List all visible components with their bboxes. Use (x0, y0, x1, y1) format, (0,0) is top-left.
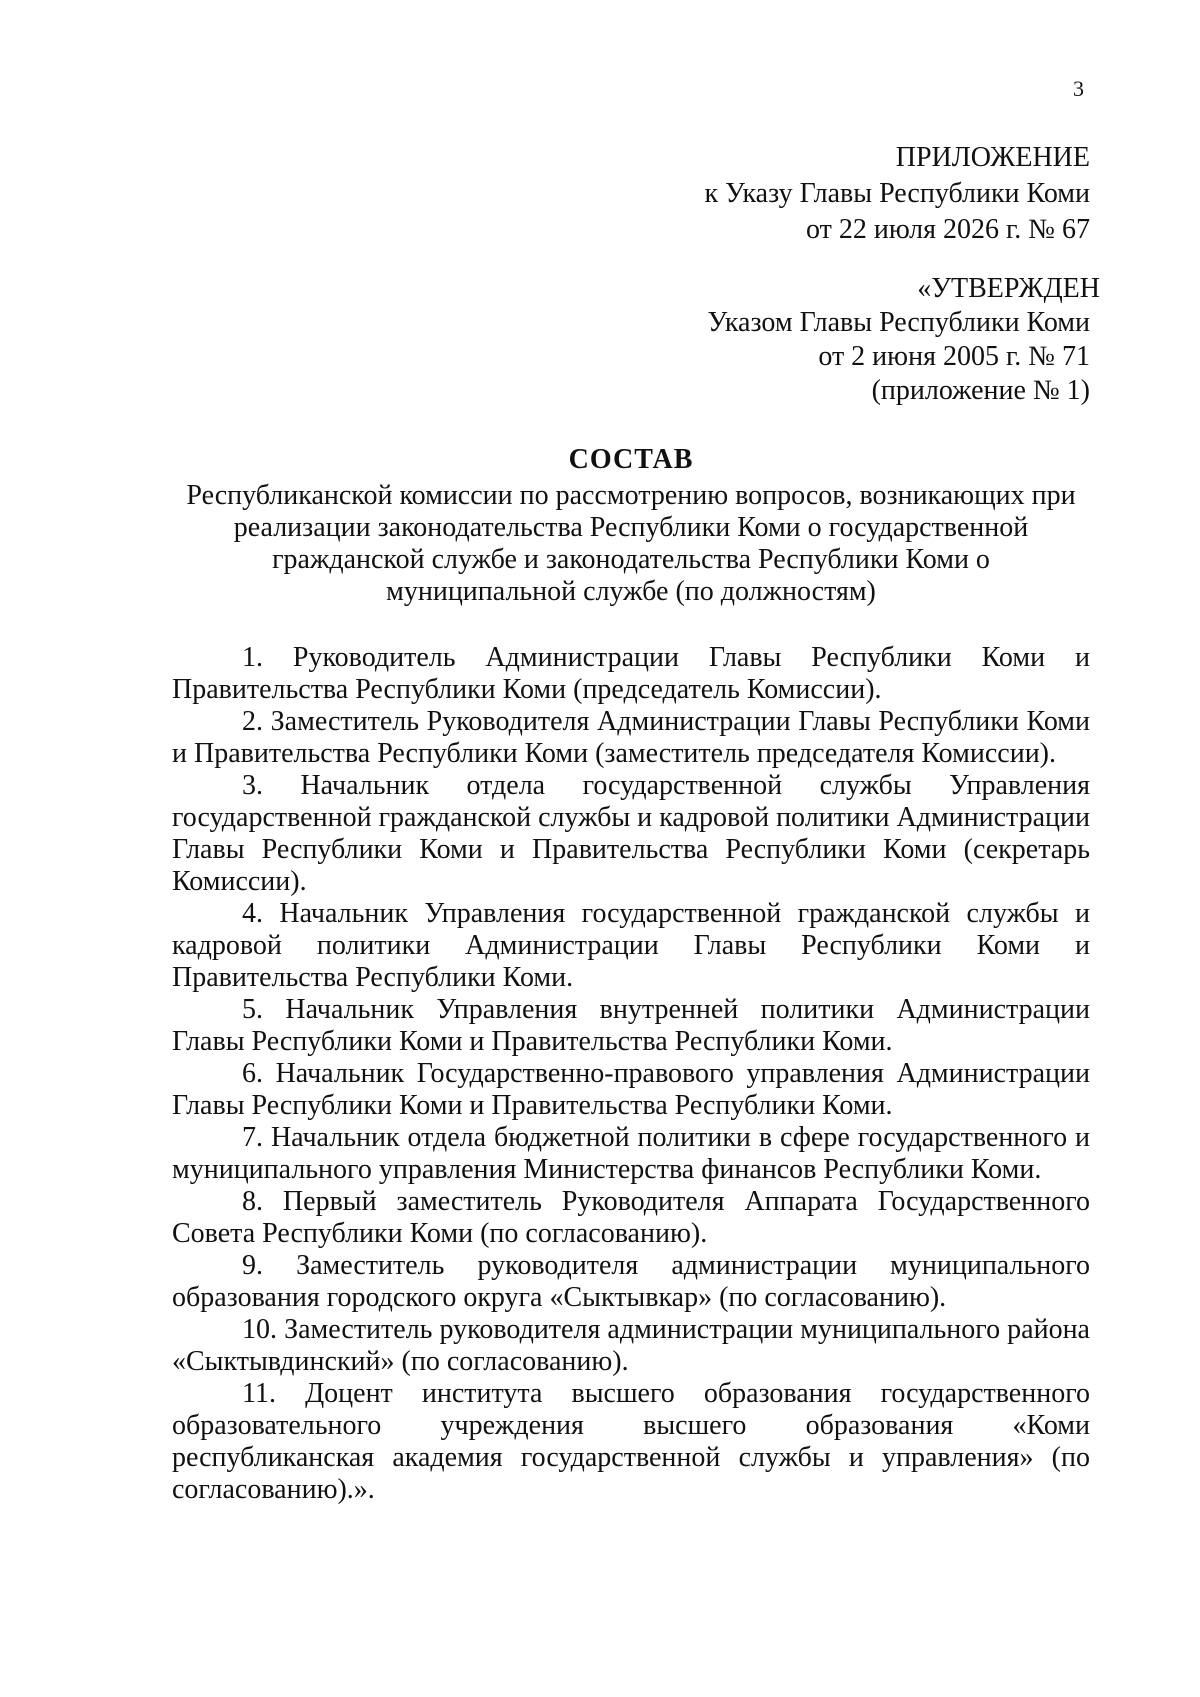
page-number: 3 (1073, 76, 1084, 101)
list-item: 3. Начальник отдела государственной службы Управления государственной гражданской службы и кадровой политики Администрации Главы Республики Коми и Правительства Республики Коми (секретарь Комиссии). (172, 770, 1090, 897)
subheading-line: реализации законодательства Республики Коми о государственной (233, 512, 1029, 543)
approved-title: «УТВЕРЖДЕН (917, 273, 1100, 304)
approved-decree-line: Указом Главы Республики Коми (707, 307, 1090, 338)
subheading-line: гражданской службе и законодательства Республики Коми о (272, 544, 990, 575)
document-heading: СОСТАВ (568, 444, 694, 475)
appendix-block (705, 140, 1090, 248)
list-item: 4. Начальник Управления государственной гражданской службы и кадровой политики Администрации Главы Республики Коми и Правительства Республики Коми. (172, 898, 1090, 993)
list-item: 6. Начальник Государственно-правового управления Администрации Главы Республики Коми и Правительства Республики Коми. (172, 1058, 1090, 1121)
approved-appendix-line: (приложение № 1) (871, 375, 1090, 406)
list-item: 8. Первый заместитель Руководителя Аппарата Государственного Совета Республики Коми (по согласованию). (172, 1186, 1090, 1249)
list-item: 11. Доцент института высшего образования государственного образовательного учреждения высшего образования «Коми республиканская академия государственной службы и управления» (по согласованию).». (172, 1378, 1090, 1505)
subheading-line: муниципальной службе (по должностям) (386, 576, 876, 607)
appendix-title: ПРИЛОЖЕНИЕ (895, 142, 1090, 173)
list-item: 9. Заместитель руководителя администрации муниципального образования городского округа «Сыктывкар» (по согласованию). (172, 1250, 1090, 1313)
list-item: 7. Начальник отдела бюджетной политики в сфере государственного и муниципального управления Министерства финансов Республики Коми. (172, 1122, 1090, 1185)
document-subheading (172, 480, 1090, 608)
approved-date-line: от 2 июня 2005 г. № 71 (818, 341, 1090, 372)
list-item: 10. Заместитель руководителя администрации муниципального района «Сыктывдинский» (по согласованию). (172, 1314, 1090, 1377)
approved-block (707, 272, 1100, 408)
appendix-decree-line: к Указу Главы Республики Коми (704, 178, 1090, 209)
list-item: 1. Руководитель Администрации Главы Республики Коми и Правительства Республики Коми (председатель Комиссии). (172, 642, 1090, 705)
membership-list (172, 642, 1090, 1506)
subheading-line: Республиканской комиссии по рассмотрению вопросов, возникающих при (186, 480, 1076, 511)
list-item: 5. Начальник Управления внутренней политики Администрации Главы Республики Коми и Правительства Республики Коми. (172, 994, 1090, 1057)
appendix-date-line: от 22 июля 2026 г. № 67 (806, 214, 1090, 245)
list-item: 2. Заместитель Руководителя Администрации Главы Республики Коми и Правительства Республики Коми (заместитель председателя Комиссии). (172, 706, 1090, 769)
